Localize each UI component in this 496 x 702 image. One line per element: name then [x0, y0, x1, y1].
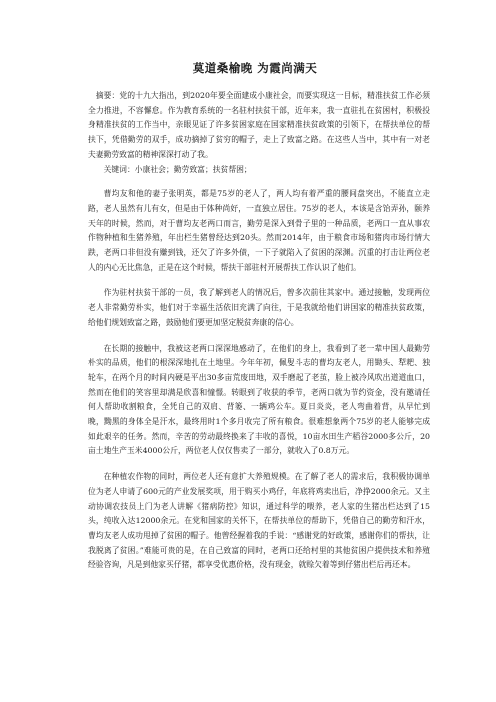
- body-paragraph-2: 作为驻村扶贫干部的一员，我了解到老人的情况后，曾多次前往其家中。通过接触，发现两位老人非常勤劳朴实，他们对于幸福生活依旧充满了向往，于是我就给他们讲国家的精准扶贫政策，给他们规划致富之路，鼓励他们要更加坚定脱贫奔康的信心。: [88, 288, 430, 327]
- abstract: 摘要：党的十九大指出，到2020年要全面建成小康社会，而要实现这一目标，精准扶贫工作必须全力推进，不容懈怠。作为教育系统的一名驻村扶贫干部，近年来，我一直驻扎在贫困村，积极投身精准扶贫的工作当中，亲眼见证了许多贫困家庭在国家精准扶贫政策的引领下，在帮扶单位的帮扶下，凭借勤劳的双手，成功摘掉了贫穷的帽子，走上了致富之路。在这些人当中，其中有一对老夫妻勤劳致富的精神深深打动了我。: [88, 91, 430, 159]
- body-paragraph-4: 在种植农作物的同时，两位老人还有意扩大养殖规模。在了解了老人的需求后，我积极协调单位为老人申请了600元的产业发展奖项，用于购买小鸡仔，年底将鸡卖出后，净挣2000余元。又主动协调农技员上门为老人讲解《猪病防控》知识，通过科学的喂养，老人家的生猪出栏达到了15头，纯收入达12000余元。在党和国家的关怀下，在帮扶单位的帮助下，凭借自己的勤劳和汗水，曹均友老人成功甩掉了贫困的帽子。他曾经握着我的手说：“感谢党的好政策，感谢你们的帮扶，让我脱离了贫困。”难能可贵的是，在自己致富的同时，老两口还给村里的其他贫困户提供技术和养殖经验咨询，凡是到他家买仔猪，都享受优惠价格，没有现金，就赊欠着等到仔猪出栏后再还本。: [88, 472, 430, 570]
- document-title: 莫道桑榆晚 为霞尚满天: [192, 61, 318, 75]
- body-paragraph-3: 在长期的接触中，我被这老两口深深地感动了，在他们的身上，我看到了老一辈中国人最勤劳朴实的品质，他们的根深深地扎在土地里。今年年初，佩叟斗志的曹均友老人，用锄头、犁耙、独轮车，在两个月的时间内硬是平出30多亩荒废田地，双手磨起了老茧，脸上被冷风吹出道道血口，然而在他们的笑容里却满是欣喜和憧憬。转眼到了收获的季节，老两口就为节约资金，没有邀请任何人帮助收割粮食，全凭自己的双肩、背篓、一辆鸡公车。夏日炎炎，老人弯曲着背，从早忙到晚，黝黑的身体全是汗水，最终用时1个多月收完了所有粮食。很难想象两个75岁的老人能够完成如此艰辛的任务。然而，辛苦的劳动最终换来了丰收的喜悦，10亩水田生产稻谷2000多公斤，20亩土地生产玉米4000公斤，两位老人仅仅售卖了一部分，就收入了0.8万元。: [88, 343, 430, 456]
- body-paragraph-1: 曹均友和他的妻子张明英，都是75岁的老人了，两人均有着严重的腰间盘突出，不能直立走路，老人虽然有儿有女，但是由于体种尚好，一直独立居住。75岁的老人，本该是含饴弄孙，颐养天年的时候，然而，对于曹均友老两口而言，勤劳是深入到骨子里的一种品质，老两口一直从事农作物种植和生猪养殖，年出栏生猪曾经达到20头。然而2014年，由于粮食市场和猪肉市场行情大跌，老两口非但没有赚到钱，还欠了许多外债，一下子就陷入了贫困的深渊。沉重的打击让两位老人的内心无比焦急，正是在这个时候，帮扶干部驻村开展帮扶工作认识了他们。: [88, 189, 430, 272]
- keywords: 关键词：小康社会；勤劳致富；扶贫帮困；: [103, 164, 252, 174]
